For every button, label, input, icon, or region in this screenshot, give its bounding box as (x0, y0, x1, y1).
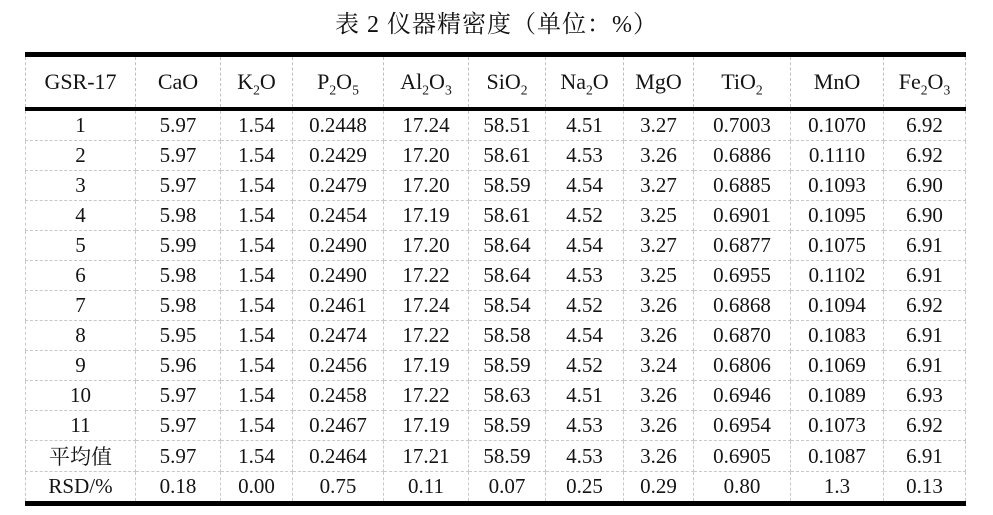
table-cell: 0.6946 (694, 381, 791, 411)
table-cell: 0.07 (469, 472, 546, 504)
table-cell: 0.2454 (293, 201, 384, 231)
table-cell: 4.54 (546, 321, 624, 351)
table-cell: 0.2461 (293, 291, 384, 321)
table-cell: 0.1093 (791, 171, 884, 201)
table-cell: 0.1073 (791, 411, 884, 441)
table-cell: 0.6955 (694, 261, 791, 291)
table-cell: 58.64 (469, 231, 546, 261)
table-cell: 4.51 (546, 381, 624, 411)
table-cell: 0.13 (884, 472, 966, 504)
table-row (26, 381, 966, 411)
table-cell: 4.52 (546, 291, 624, 321)
table-cell: 5.98 (136, 261, 221, 291)
table-cell: 5.97 (136, 141, 221, 171)
row-label: 8 (26, 321, 136, 351)
table-cell: 58.58 (469, 321, 546, 351)
table-row (26, 441, 966, 472)
header-cell: SiO$_2$ (469, 55, 546, 110)
table-cell: 1.54 (221, 321, 293, 351)
table-cell: 58.51 (469, 109, 546, 141)
table-cell: 0.7003 (694, 109, 791, 141)
table-cell: 3.27 (624, 109, 694, 141)
table-cell: 3.26 (624, 141, 694, 171)
table-cell: 3.26 (624, 321, 694, 351)
table-cell: 0.75 (293, 472, 384, 504)
table-cell: 0.11 (384, 472, 469, 504)
table-cell: 3.27 (624, 231, 694, 261)
table-cell: 5.95 (136, 321, 221, 351)
table-cell: 0.2490 (293, 261, 384, 291)
table-cell: 6.90 (884, 201, 966, 231)
table-cell: 0.2474 (293, 321, 384, 351)
table-cell: 0.1083 (791, 321, 884, 351)
row-label: 3 (26, 171, 136, 201)
table-cell: 3.26 (624, 381, 694, 411)
table-cell: 3.25 (624, 201, 694, 231)
table-cell: 5.96 (136, 351, 221, 381)
table-cell: 17.19 (384, 351, 469, 381)
table-body (26, 109, 966, 504)
table-cell: 0.29 (624, 472, 694, 504)
table-row (26, 109, 966, 141)
table-cell: 0.2479 (293, 171, 384, 201)
table-cell: 1.3 (791, 472, 884, 504)
table-cell: 0.25 (546, 472, 624, 504)
table-cell: 58.59 (469, 411, 546, 441)
table-cell: 0.6806 (694, 351, 791, 381)
table-row (26, 141, 966, 171)
table-cell: 5.98 (136, 291, 221, 321)
table-cell: 58.64 (469, 261, 546, 291)
table-cell: 3.25 (624, 261, 694, 291)
table-row (26, 321, 966, 351)
table-cell: 6.93 (884, 381, 966, 411)
table-cell: 6.91 (884, 261, 966, 291)
table-cell: 17.24 (384, 109, 469, 141)
header-cell: $Na_2O$ (546, 55, 624, 110)
table-cell: 58.61 (469, 201, 546, 231)
table-cell: 3.26 (624, 291, 694, 321)
table-cell: 3.27 (624, 171, 694, 201)
table-cell: 6.92 (884, 291, 966, 321)
table-cell: 1.54 (221, 109, 293, 141)
table-cell: 0.2429 (293, 141, 384, 171)
row-label: 平均值 (26, 441, 136, 472)
table-cell: 17.22 (384, 321, 469, 351)
table-cell: 5.98 (136, 201, 221, 231)
table-cell: 17.19 (384, 411, 469, 441)
table-cell: 1.54 (221, 141, 293, 171)
table-cell: 6.91 (884, 231, 966, 261)
table-cell: 3.24 (624, 351, 694, 381)
table-row (26, 472, 966, 504)
table-cell: 0.1110 (791, 141, 884, 171)
table-row (26, 201, 966, 231)
table-row (26, 261, 966, 291)
table-cell: 5.97 (136, 171, 221, 201)
table-cell: 0.2448 (293, 109, 384, 141)
row-label: 6 (26, 261, 136, 291)
table-cell: 4.53 (546, 261, 624, 291)
table-cell: 5.97 (136, 381, 221, 411)
table-cell: 0.00 (221, 472, 293, 504)
table-cell: 6.92 (884, 141, 966, 171)
table-cell: 4.54 (546, 231, 624, 261)
table-cell: 17.20 (384, 171, 469, 201)
table-cell: 17.24 (384, 291, 469, 321)
table-cell: 0.6870 (694, 321, 791, 351)
table-row (26, 411, 966, 441)
table-cell: 0.1095 (791, 201, 884, 231)
table-cell: 1.54 (221, 261, 293, 291)
table-cell: 1.54 (221, 171, 293, 201)
table-cell: 1.54 (221, 441, 293, 472)
table-cell: 17.22 (384, 261, 469, 291)
table-cell: 0.6954 (694, 411, 791, 441)
table-cell: 4.53 (546, 441, 624, 472)
table-cell: 6.91 (884, 351, 966, 381)
table-cell: 0.6885 (694, 171, 791, 201)
table-cell: 58.61 (469, 141, 546, 171)
header-cell: $P_2O_5$ (293, 55, 384, 110)
table-cell: 58.54 (469, 291, 546, 321)
table-cell: 4.52 (546, 351, 624, 381)
table-cell: 0.2490 (293, 231, 384, 261)
table-cell: 1.54 (221, 351, 293, 381)
table-cell: 6.91 (884, 321, 966, 351)
table-cell: 0.6901 (694, 201, 791, 231)
table-cell: 0.2467 (293, 411, 384, 441)
table-cell: 6.90 (884, 171, 966, 201)
table-cell: 4.53 (546, 141, 624, 171)
table-cell: 0.6868 (694, 291, 791, 321)
table-row (26, 171, 966, 201)
table-cell: 0.1087 (791, 441, 884, 472)
table-cell: 0.2458 (293, 381, 384, 411)
table-cell: 17.19 (384, 201, 469, 231)
precision-table (25, 52, 966, 506)
header-cell: $Al_2O_3$ (384, 55, 469, 110)
table-cell: 5.97 (136, 441, 221, 472)
table-cell: 58.59 (469, 351, 546, 381)
table-cell: 58.59 (469, 441, 546, 472)
header-cell: CaO (136, 55, 221, 110)
table-cell: 4.51 (546, 109, 624, 141)
table-cell: 0.80 (694, 472, 791, 504)
table-cell: 1.54 (221, 231, 293, 261)
row-label: RSD/% (26, 472, 136, 504)
table-cell: 58.63 (469, 381, 546, 411)
table-cell: 5.97 (136, 109, 221, 141)
table-cell: 3.26 (624, 411, 694, 441)
table-cell: 1.54 (221, 291, 293, 321)
header-cell: $Fe_2O_3$ (884, 55, 966, 110)
table-cell: 1.54 (221, 411, 293, 441)
table-cell: 0.2464 (293, 441, 384, 472)
row-label: 11 (26, 411, 136, 441)
table-cell: 6.92 (884, 109, 966, 141)
table-cell: 4.54 (546, 171, 624, 201)
table-cell: 17.20 (384, 231, 469, 261)
table-title: 表 2 仪器精密度（单位：%） (335, 12, 658, 38)
table-cell: 4.53 (546, 411, 624, 441)
table-cell: 4.52 (546, 201, 624, 231)
table-cell: 0.6905 (694, 441, 791, 472)
table-cell: 0.2456 (293, 351, 384, 381)
row-label: 10 (26, 381, 136, 411)
table-cell: 3.26 (624, 441, 694, 472)
table-cell: 17.22 (384, 381, 469, 411)
table-cell: 6.91 (884, 441, 966, 472)
table-cell: 5.99 (136, 231, 221, 261)
table-row (26, 351, 966, 381)
header-cell: TiO$_2$ (694, 55, 791, 110)
row-label: 2 (26, 141, 136, 171)
row-label: 7 (26, 291, 136, 321)
table-cell: 0.1102 (791, 261, 884, 291)
header-cell: GSR-17 (26, 55, 136, 110)
table-cell: 0.1094 (791, 291, 884, 321)
table-cell: 0.1075 (791, 231, 884, 261)
header-row (26, 55, 966, 110)
row-label: 5 (26, 231, 136, 261)
table-cell: 1.54 (221, 381, 293, 411)
table-cell: 1.54 (221, 201, 293, 231)
table-cell: 6.92 (884, 411, 966, 441)
header-cell: MgO (624, 55, 694, 110)
table-cell: 0.6886 (694, 141, 791, 171)
table-cell: 0.1089 (791, 381, 884, 411)
table-cell: 17.20 (384, 141, 469, 171)
table-cell: 5.97 (136, 411, 221, 441)
table-cell: 0.1069 (791, 351, 884, 381)
row-label: 4 (26, 201, 136, 231)
table-cell: 17.21 (384, 441, 469, 472)
table-cell: 0.1070 (791, 109, 884, 141)
header-cell: $K_2O$ (221, 55, 293, 110)
table-row (26, 231, 966, 261)
table-cell: 0.18 (136, 472, 221, 504)
row-label: 9 (26, 351, 136, 381)
header-cell: MnO (791, 55, 884, 110)
row-label: 1 (26, 109, 136, 141)
table-cell: 58.59 (469, 171, 546, 201)
table-row (26, 291, 966, 321)
table-cell: 0.6877 (694, 231, 791, 261)
